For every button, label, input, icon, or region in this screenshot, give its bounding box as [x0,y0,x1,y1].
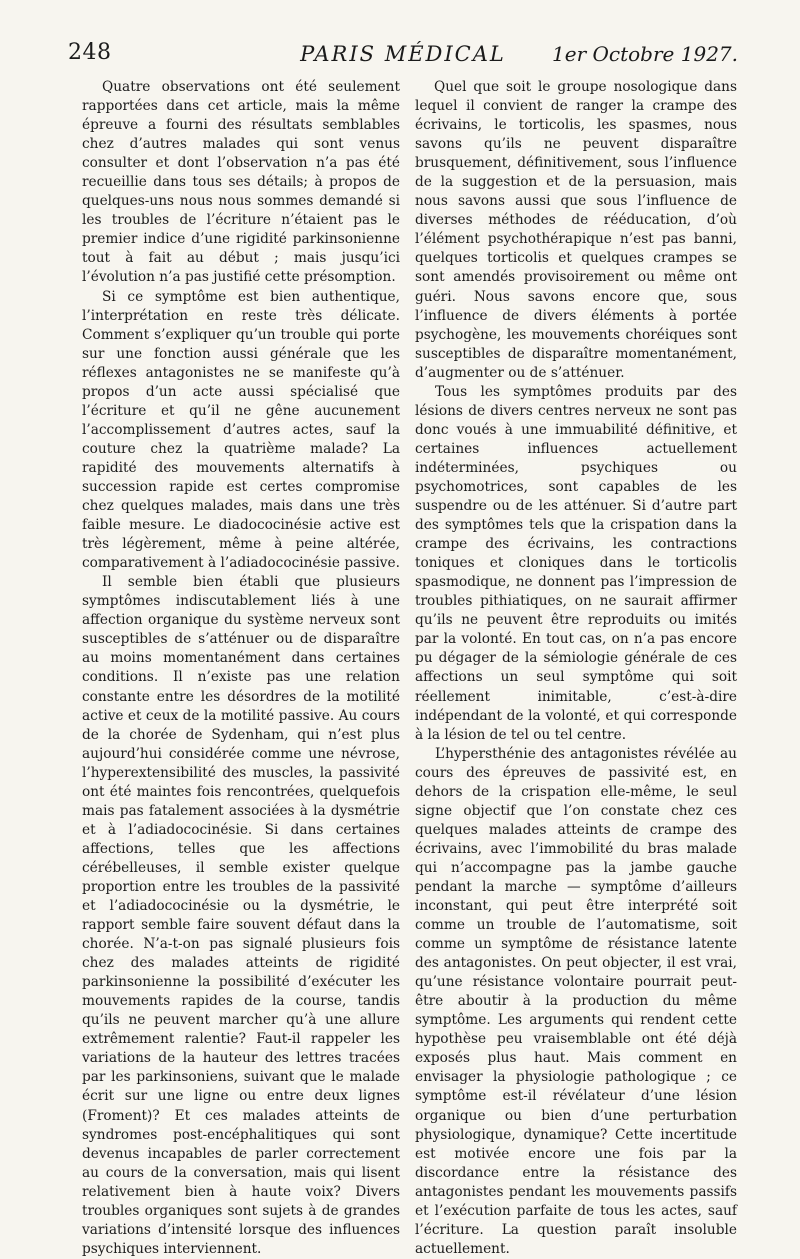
page-number: 248 [68,40,112,65]
issue-date: 1er Octobre 1927. [552,42,738,66]
left-column [82,78,400,1259]
journal-title: PARIS MÉDICAL [300,42,506,66]
right-column [415,78,737,1259]
paragraph: Quel que soit le groupe nosologique dans lequel il convient de ranger la crampe des écrivains, le torticolis, les spasmes, nous savons qu’ils ne peuvent disparaître brusquement, définitivement, sous l’influence de la suggestion et de la persuasion, mais nous savons aussi que sous l’influence de diverses méthodes de rééducation, d’où l’élément psychothérapique n’est pas banni, quelques torticolis et quelques crampes se sont amendés provisoirement ou même ont guéri. Nous savons encore que, sous l’influence de divers éléments à portée psychogène, les mouvements choréiques sont susceptibles de disparaître momentanément, d’augmenter ou de s’atténuer. [415,79,737,381]
paragraph: Il semble bien établi que plusieurs symptômes indiscutablement liés à une affection organique du système nerveux sont susceptibles de s’atténuer ou de disparaître au moins momentanément dans certaines conditions. Il n’existe pas une relation constante entre les désordres de la motilité active et ceux de la motilité passive. Au cours de la chorée de Sydenham, qui n’est plus aujourd’hui considérée comme une névrose, l’hyperextensibilité des muscles, la passivité ont été maintes fois rencontrées, quelquefois mais pas fatalement associées à la dysmétrie et à l’adiadococinésie. Si dans certaines affections, telles que les affections cérébelleuses, il semble exister quelque proportion entre les troubles de la passivité et l’adiadococinésie ou la dysmétrie, le rapport semble faire souvent défaut dans la chorée. N’a-t-on pas signalé plusieurs fois chez des malades atteints de rigidité parkinsonienne la possibilité d’exécuter les mouvements rapides de la course, tandis qu’ils ne peuvent marcher qu’à une allure extrêmement ralentie? Faut-il rappeler les variations de la hauteur des lettres tracées par les parkinsoniens, suivant que le malade écrit sur une ligne ou entre deux lignes (Froment)? Et ces malades atteints de syndromes post-encéphalitiques qui sont devenus incapables de parler correctement au cours de la conversation, mais qui lisent relativement bien à haute voix? Divers troubles organiques sont sujets à de grandes variations d’intensité lorsque des influences psychiques interviennent. [82,574,400,1257]
paragraph: L’hypersthénie des antagonistes révélée au cours des épreuves de passivité est, en dehors de la crispation elle-même, le seul signe objectif que l’on constate chez ces quelques malades atteints de crampe des écrivains, avec l’immobilité du bras malade qui n’accompagne pas la jambe gauche pendant la marche — symptôme d’ailleurs inconstant, qui peut être interprété soit comme un trouble de l’automatisme, soit comme un symptôme de résistance latente des antagonistes. On peut objecter, il est vrai, qu’une résistance volontaire pourrait peut-être aboutir à la production du même symptôme. Les arguments qui rendent cette hypothèse peu vraisemblable ont été déjà exposés plus haut. Mais comment en envisager la physiologie pathologique ; ce symptôme est-il révélateur d’une lésion organique ou bien d’une perturbation physiologique, dynamique? Cette incertitude est motivée encore une fois par la discordance entre la résistance des antagonistes pendant les mouvements passifs et l’exécution parfaite de tous les actes, sauf l’écriture. La question paraît insoluble actuellement. [415,745,737,1257]
running-header [68,40,738,80]
paragraph: Tous les symptômes produits par des lésions de divers centres nerveux ne sont pas donc voués à une immuabilité définitive, et certaines influences actuellement indéterminées, psychiques ou psychomotrices, sont capables de les suspendre ou de les atténuer. Si d’autre part des symptômes tels que la crispation dans la crampe des écrivains, les contractions toniques et cloniques dans le torticolis spasmodique, ne donnent pas l’impression de troubles pithiatiques, on ne saurait affirmer qu’ils ne peuvent être reproduits ou imités par la volonté. En tout cas, on n’a pas encore pu dégager de la sémiologie générale de ces affections un seul symptôme qui soit réellement inimitable, c’est-à-dire indépendant de la volonté, et qui corresponde à la lésion de tel ou tel centre. [415,383,737,743]
paragraph: Si ce symptôme est bien authentique, l’interprétation en reste très délicate. Comment s’expliquer qu’un trouble qui porte sur une fonction aussi générale que les réflexes antagonistes ne se manifeste qu’à propos d’un acte aussi spécialisé que l’écriture et qu’il ne gêne aucunement l’accomplissement d’autres actes, sauf la couture chez la quatrième malade? La rapidité des mouvements alternatifs à succession rapide est certes compromise chez quelques malades, mais dans une très faible mesure. Le diadococinésie active est très légèrement, même à peine altérée, comparativement à l’adiadococinésie passive. [82,288,400,572]
paragraph: Quatre observations ont été seulement rapportées dans cet article, mais la même épreuve a fourni des résultats semblables chez d’autres malades qui sont venus consulter et dont l’observation n’a pas été recueillie dans tous ses détails; à propos de quelques-uns nous nous sommes demandé si les troubles de l’écriture n’étaient pas le premier indice d’une rigidité parkinsonienne tout à fait au début ; mais jusqu’ici l’évolution n’a pas justifié cette présomption. [82,79,400,286]
